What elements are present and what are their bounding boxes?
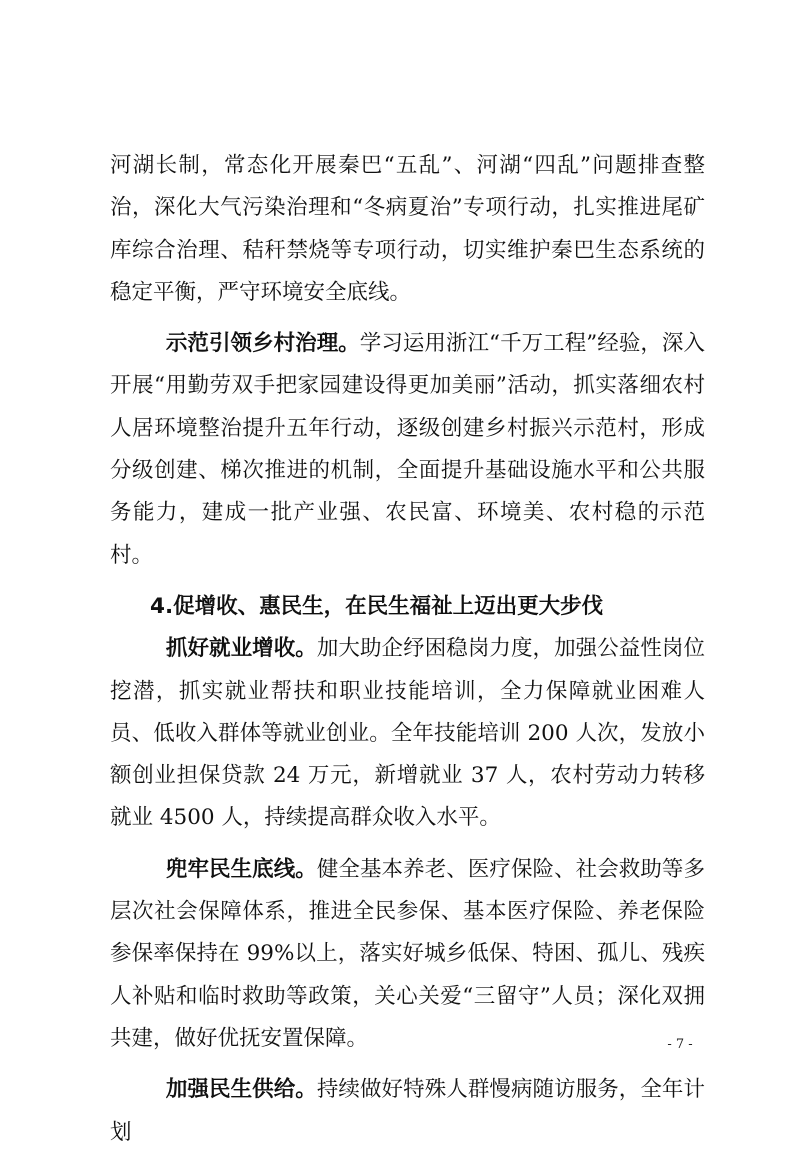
paragraph-lead: 加强民生供给。 xyxy=(165,1077,317,1103)
paragraph-text: 加大助企纾困稳岗力度，加强公益性岗位挖潜，抓实就业帮扶和职业技能培训，全力保障就业困难人员、低收入群体等就业创业。全年技能培训 200 人次，发放小额创业担保贷款 24 万元，新增就业 37 人，农村劳动力转移就业 4500 人，持续提高群众收入水平。 xyxy=(110,636,705,831)
paragraph-lead: 抓好就业增收。 xyxy=(165,636,317,662)
paragraph-text: 河湖长制，常态化开展秦巴“五乱”、河湖“四乱”问题排查整治，深化大气污染治理和“冬病夏治”专项行动，扎实推进尾矿库综合治理、秸秆禁烧等专项行动，切实维护秦巴生态系统的稳定平衡，严守环境安全底线。 xyxy=(110,153,705,305)
paragraph-continuation xyxy=(110,145,705,314)
page-number: - 7 - xyxy=(667,1037,693,1052)
paragraph-text: 持续做好特殊人群慢病随访服务，全年计划 xyxy=(110,1077,705,1145)
body-text xyxy=(110,145,705,1154)
paragraph-text: 学习运用浙江“千万工程”经验，深入开展“用勤劳双手把家园建设得更加美丽”活动，抓实落细农村人居环境整治提升五年行动，逐级创建乡村振兴示范村，形成分级创建、梯次推进的机制，全面提升基础设施水平和公共服务能力，建成一批产业强、农民富、环境美、农村稳的示范村。 xyxy=(110,331,705,568)
paragraph-employment xyxy=(110,628,705,839)
paragraph-lead: 示范引领乡村治理。 xyxy=(165,331,360,357)
paragraph-social-security xyxy=(110,849,705,1060)
section-heading: 4.促增收、惠民生，在民生福祉上迈出更大步伐 xyxy=(150,593,604,619)
paragraph-lead: 兜牢民生底线。 xyxy=(165,856,317,882)
paragraph-rural-governance xyxy=(110,323,705,577)
paragraph-public-services xyxy=(110,1069,705,1154)
paragraph-text: 健全基本养老、医疗保险、社会救助等多层次社会保障体系，推进全民参保、基本医疗保险、养老保险参保率保持在 99%以上，落实好城乡低保、特困、孤儿、残疾人补贴和临时救助等政策，关心关爱“三留守”人员；深化双拥共建，做好优抚安置保障。 xyxy=(110,856,705,1051)
